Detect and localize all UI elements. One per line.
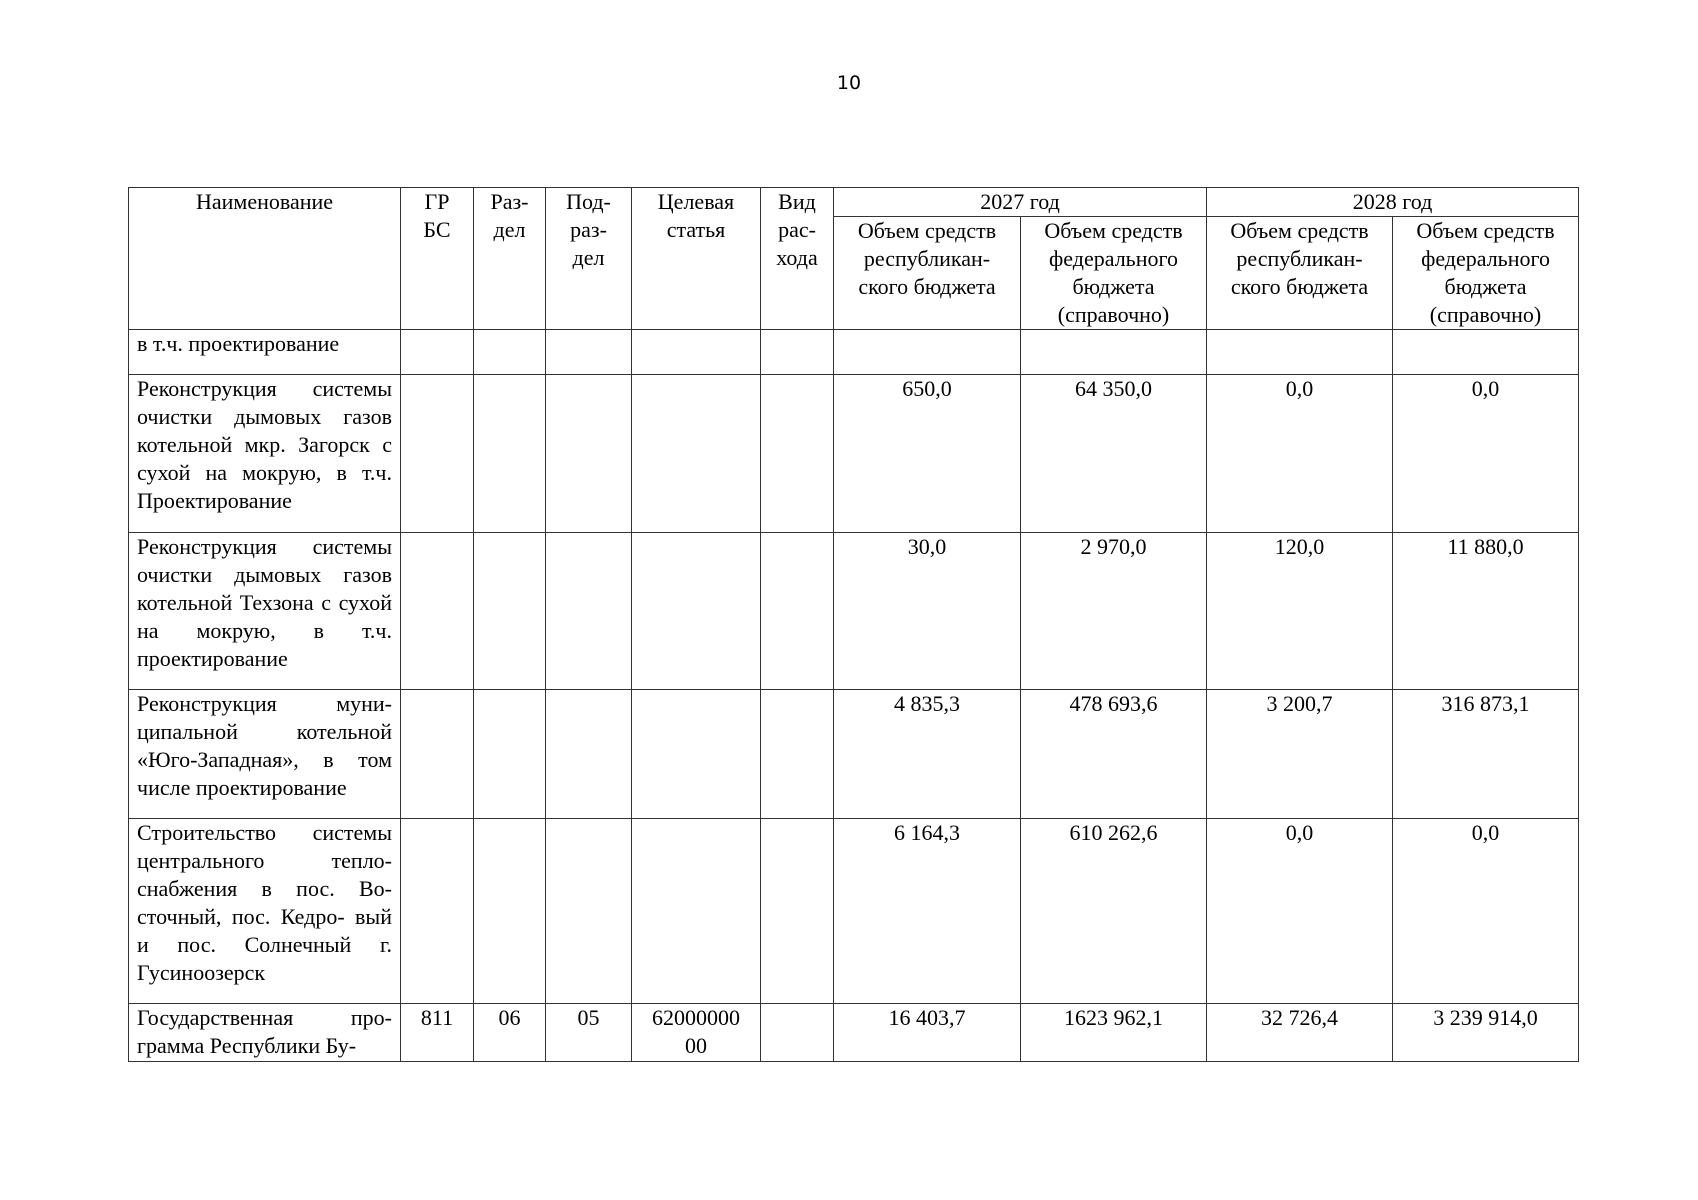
row-razdel bbox=[474, 375, 546, 533]
row-name: Реконструкция системы очистки дымовых газов котельной мкр. Загорск с сухой на мокрую, в т.ч. Проектирование bbox=[129, 375, 401, 533]
page-number: 10 bbox=[836, 72, 862, 94]
header-razdel: Раз- дел bbox=[474, 188, 546, 330]
table-row bbox=[129, 330, 1579, 375]
row-fed-2028: 316 873,1 bbox=[1393, 690, 1579, 819]
row-name: Реконструкция муни- ципальной котельной «Юго-Западная», в том числе проектирование bbox=[129, 690, 401, 819]
row-rep-2028 bbox=[1207, 330, 1393, 375]
header-federal-2027: Объем средств федерального бюджета (справочно) bbox=[1021, 217, 1207, 330]
header-year-2028: 2028 год bbox=[1207, 188, 1579, 217]
row-fed-2028: 3 239 914,0 bbox=[1393, 1004, 1579, 1062]
row-name: Строительство системы центрального тепло- снабжения в пос. Во- сточный, пос. Кедро- вый и пос. Солнечный г. Гусиноозерск bbox=[129, 819, 401, 1004]
row-grbs bbox=[401, 375, 474, 533]
table-row bbox=[129, 375, 1579, 533]
row-fed-2027: 1623 962,1 bbox=[1021, 1004, 1207, 1062]
table-row bbox=[129, 819, 1579, 1004]
row-vid bbox=[761, 330, 834, 375]
table-row bbox=[129, 1004, 1579, 1062]
row-vid bbox=[761, 1004, 834, 1062]
row-grbs bbox=[401, 330, 474, 375]
row-grbs: 811 bbox=[401, 1004, 474, 1062]
row-rep-2028: 3 200,7 bbox=[1207, 690, 1393, 819]
row-fed-2027: 610 262,6 bbox=[1021, 819, 1207, 1004]
row-rep-2028: 0,0 bbox=[1207, 375, 1393, 533]
table-row bbox=[129, 690, 1579, 819]
header-year-2027: 2027 год bbox=[834, 188, 1207, 217]
row-tselevaya bbox=[632, 819, 761, 1004]
row-name: Государственная про- грамма Республики Бу- bbox=[129, 1004, 401, 1062]
header-tselevaya-statya: Целевая статья bbox=[632, 188, 761, 330]
row-fed-2028 bbox=[1393, 330, 1579, 375]
row-fed-2027 bbox=[1021, 330, 1207, 375]
row-tselevaya: 62000000 00 bbox=[632, 1004, 761, 1062]
row-fed-2027: 2 970,0 bbox=[1021, 533, 1207, 690]
row-name: в т.ч. проектирование bbox=[129, 330, 401, 375]
row-tselevaya bbox=[632, 533, 761, 690]
row-fed-2027: 64 350,0 bbox=[1021, 375, 1207, 533]
row-rep-2027: 30,0 bbox=[834, 533, 1021, 690]
header-vid-raskhoda: Вид рас- хода bbox=[761, 188, 834, 330]
row-rep-2027: 650,0 bbox=[834, 375, 1021, 533]
row-grbs bbox=[401, 533, 474, 690]
row-rep-2027 bbox=[834, 330, 1021, 375]
header-podrazdel: Под- раз- дел bbox=[546, 188, 632, 330]
row-razdel bbox=[474, 690, 546, 819]
row-fed-2028: 0,0 bbox=[1393, 375, 1579, 533]
header-grbs: ГР БС bbox=[401, 188, 474, 330]
row-podrazdel bbox=[546, 375, 632, 533]
row-tselevaya bbox=[632, 330, 761, 375]
row-vid bbox=[761, 533, 834, 690]
row-rep-2027: 16 403,7 bbox=[834, 1004, 1021, 1062]
row-grbs bbox=[401, 819, 474, 1004]
table-row bbox=[129, 533, 1579, 690]
row-razdel bbox=[474, 819, 546, 1004]
row-podrazdel bbox=[546, 533, 632, 690]
header-name: Наименование bbox=[129, 188, 401, 330]
row-razdel bbox=[474, 533, 546, 690]
budget-table bbox=[128, 187, 1579, 1062]
row-grbs bbox=[401, 690, 474, 819]
row-podrazdel bbox=[546, 330, 632, 375]
row-rep-2027: 4 835,3 bbox=[834, 690, 1021, 819]
row-podrazdel: 05 bbox=[546, 1004, 632, 1062]
row-vid bbox=[761, 375, 834, 533]
row-vid bbox=[761, 690, 834, 819]
row-rep-2028: 0,0 bbox=[1207, 819, 1393, 1004]
header-federal-2028: Объем средств федерального бюджета (справочно) bbox=[1393, 217, 1579, 330]
row-rep-2028: 120,0 bbox=[1207, 533, 1393, 690]
row-tselevaya bbox=[632, 690, 761, 819]
row-rep-2027: 6 164,3 bbox=[834, 819, 1021, 1004]
row-fed-2028: 11 880,0 bbox=[1393, 533, 1579, 690]
header-republican-2027: Объем средств республикан- ского бюджета bbox=[834, 217, 1021, 330]
row-razdel bbox=[474, 330, 546, 375]
header-republican-2028: Объем средств республикан- ского бюджета bbox=[1207, 217, 1393, 330]
row-fed-2028: 0,0 bbox=[1393, 819, 1579, 1004]
row-vid bbox=[761, 819, 834, 1004]
row-fed-2027: 478 693,6 bbox=[1021, 690, 1207, 819]
row-razdel: 06 bbox=[474, 1004, 546, 1062]
row-rep-2028: 32 726,4 bbox=[1207, 1004, 1393, 1062]
row-podrazdel bbox=[546, 690, 632, 819]
row-tselevaya bbox=[632, 375, 761, 533]
row-podrazdel bbox=[546, 819, 632, 1004]
row-name: Реконструкция системы очистки дымовых газов котельной Техзона с сухой на мокрую, в т.ч. проектирование bbox=[129, 533, 401, 690]
